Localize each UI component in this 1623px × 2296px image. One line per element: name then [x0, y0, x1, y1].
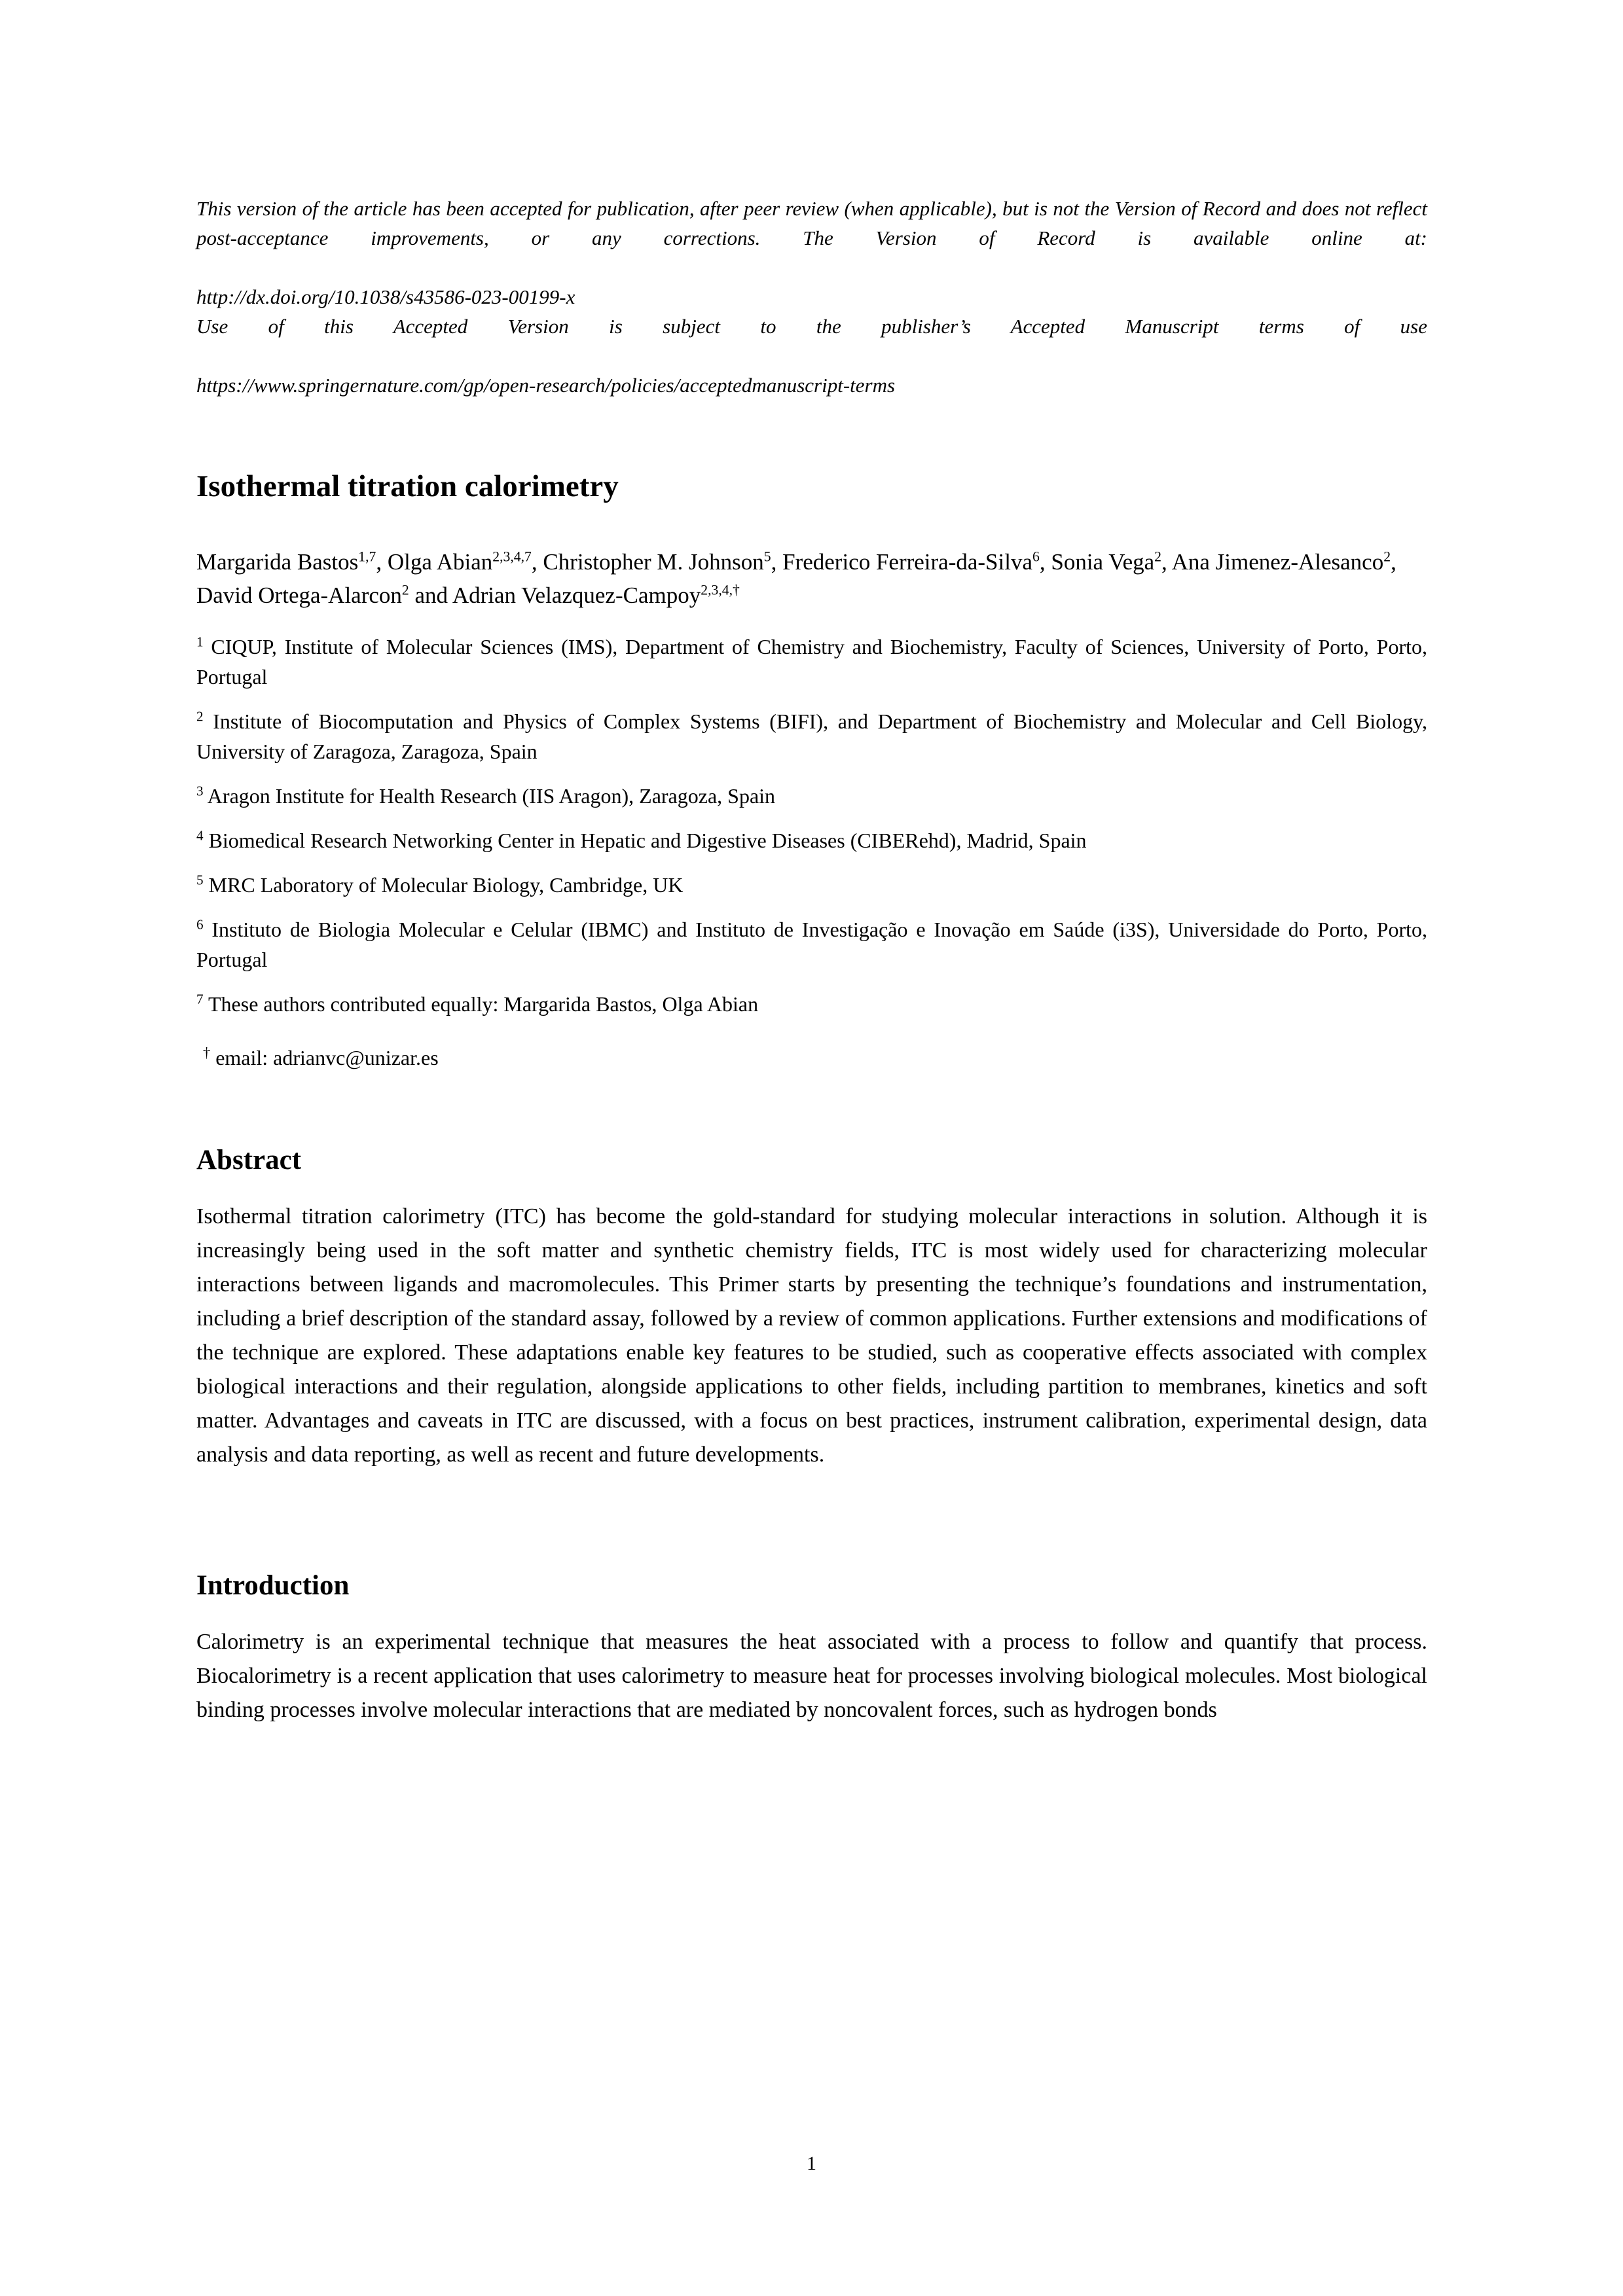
- affiliation-item: [196, 781, 1427, 811]
- author-name: Margarida Bastos: [196, 549, 359, 575]
- author-affiliation-marker: 2: [1154, 548, 1162, 565]
- affiliation-text: Instituto de Biologia Molecular e Celular (IBMC) and Instituto de Investigação e Inovação em Saúde (i3S), Universidade do Porto, Porto, Portugal: [196, 918, 1427, 971]
- author-name: Frederico Ferreira-da-Silva: [782, 549, 1033, 575]
- affiliation-marker: 5: [196, 872, 204, 888]
- affiliation-item: [196, 870, 1427, 900]
- abstract-heading: Abstract: [196, 1145, 302, 1175]
- affiliation-item: [196, 632, 1427, 692]
- introduction-body: Calorimetry is an experimental technique that measures the heat associated with a process to follow and quantify that process. Biocalorimetry is a recent application that uses calorimetry to measure heat for processes involving biological molecules. Most biological binding processes involve molecular interactions that are mediated by noncovalent forces, such as hydrogen bonds: [196, 1630, 1427, 1722]
- author-affiliation-marker: 2,3,4,†: [701, 582, 740, 598]
- affiliation-marker: 1: [196, 634, 204, 650]
- affiliation-list: [196, 612, 1427, 1019]
- affiliation-marker: 7: [196, 991, 204, 1007]
- abstract-body: Isothermal titration calorimetry (ITC) has become the gold-standard for studying molecular interactions in solution. Although it is increasingly being used in the soft matter and synthetic chemistry fields, ITC is most widely used for characterizing molecular interactions between ligands and macromolecules. This Primer starts by presenting the technique’s foundations and instrumentation, including a brief description of the standard assay, followed by a review of common applications. Further extensions and modifications of the technique are explored. These adaptations enable key features to be studied, such as cooperative effects associated with complex biological interactions and their regulation, alongside applications to other fields, including partition to membranes, kinetics and soft matter. Advantages and caveats in ITC are discussed, with a focus on best practices, instrument calibration, experimental design, data analysis and data reporting, as well as recent and future developments.: [196, 1204, 1427, 1467]
- email-address-text: email: adrianvc@unizar.es: [210, 1046, 439, 1069]
- affiliation-text: MRC Laboratory of Molecular Biology, Cambridge, UK: [203, 873, 684, 897]
- affiliation-item: [196, 825, 1427, 855]
- affiliation-text: Biomedical Research Networking Center in Hepatic and Digestive Diseases (CIBERehd), Madrid, Spain: [203, 829, 1087, 852]
- author-affiliation-marker: 1,7: [358, 548, 376, 565]
- notice-statement: This version of the article has been accepted for publication, after peer review (when applicable), but is not the Version of Record and does not reflect post-acceptance improvements, or any corrections. The Version of Record is available online at:: [196, 197, 1427, 249]
- notice-terms-statement: Use of this Accepted Version is subject to the publisher’s Accepted Manuscript terms of use: [196, 315, 1427, 338]
- author-affiliation-marker: 2: [1383, 548, 1391, 565]
- affiliation-text: Institute of Biocomputation and Physics of Complex Systems (BIFI), and Department of Biochemistry and Molecular and Cell Biology, University of Zaragoza, Zaragoza, Spain: [196, 709, 1427, 763]
- affiliation-text: These authors contributed equally: Margarida Bastos, Olga Abian: [203, 992, 759, 1016]
- notice-terms-url: https://www.springernature.com/gp/open-research/policies/acceptedmanuscript-terms: [196, 374, 896, 397]
- author-name: Sonia Vega: [1051, 549, 1155, 575]
- author-name: Ana Jimenez-Alesanco: [1171, 549, 1384, 575]
- affiliation-text: Aragon Institute for Health Research (IIS Aragon), Zaragoza, Spain: [203, 784, 776, 808]
- introduction-heading: Introduction: [196, 1570, 350, 1601]
- page-content: [196, 0, 1427, 1727]
- affiliation-marker: 4: [196, 827, 204, 844]
- affiliation-marker: 2: [196, 708, 204, 725]
- page-number: 1: [807, 2153, 816, 2174]
- affiliation-marker: 3: [196, 783, 204, 799]
- page-title: Isothermal titration calorimetry: [196, 469, 619, 503]
- author-name: Christopher M. Johnson: [543, 549, 764, 575]
- notice-doi-url: http://dx.doi.org/10.1038/s43586-023-00199-x: [196, 285, 575, 308]
- author-affiliation-marker: 2,3,4,7: [492, 548, 532, 565]
- affiliation-item: [196, 989, 1427, 1019]
- author-name: Adrian Velazquez-Campoy: [452, 583, 701, 608]
- author-affiliation-marker: 2: [401, 582, 409, 598]
- author-name: David Ortega-Alarcon: [196, 583, 402, 608]
- affiliation-item: [196, 706, 1427, 766]
- author-affiliation-marker: 5: [763, 548, 771, 565]
- author-name: Olga Abian: [387, 549, 493, 575]
- author-list: Margarida Bastos$^{1,7}$, Olga Abian$^{2,3,4,7}$, Christopher M. Johnson$^5$, Frederico Ferreira-da-Silva$^6$, Sonia Vega$^2$, Ana Jimenez-Alesanco$^2$, David Ortega-Alarcon$^2$ and Adrian Velazquez-Campoy$^{2,3,4,\dagger}$: [196, 548, 1396, 608]
- affiliation-item: [196, 914, 1427, 975]
- affiliation-text: CIQUP, Institute of Molecular Sciences (IMS), Department of Chemistry and Biochemistry, Faculty of Sciences, University of Porto, Porto, Portugal: [196, 635, 1427, 689]
- dagger-marker: †: [203, 1044, 211, 1061]
- publisher-notice: [196, 194, 1427, 400]
- corresponding-email-note: [196, 1033, 1427, 1073]
- affiliation-marker: 6: [196, 916, 204, 933]
- author-affiliation-marker: 6: [1032, 548, 1040, 565]
